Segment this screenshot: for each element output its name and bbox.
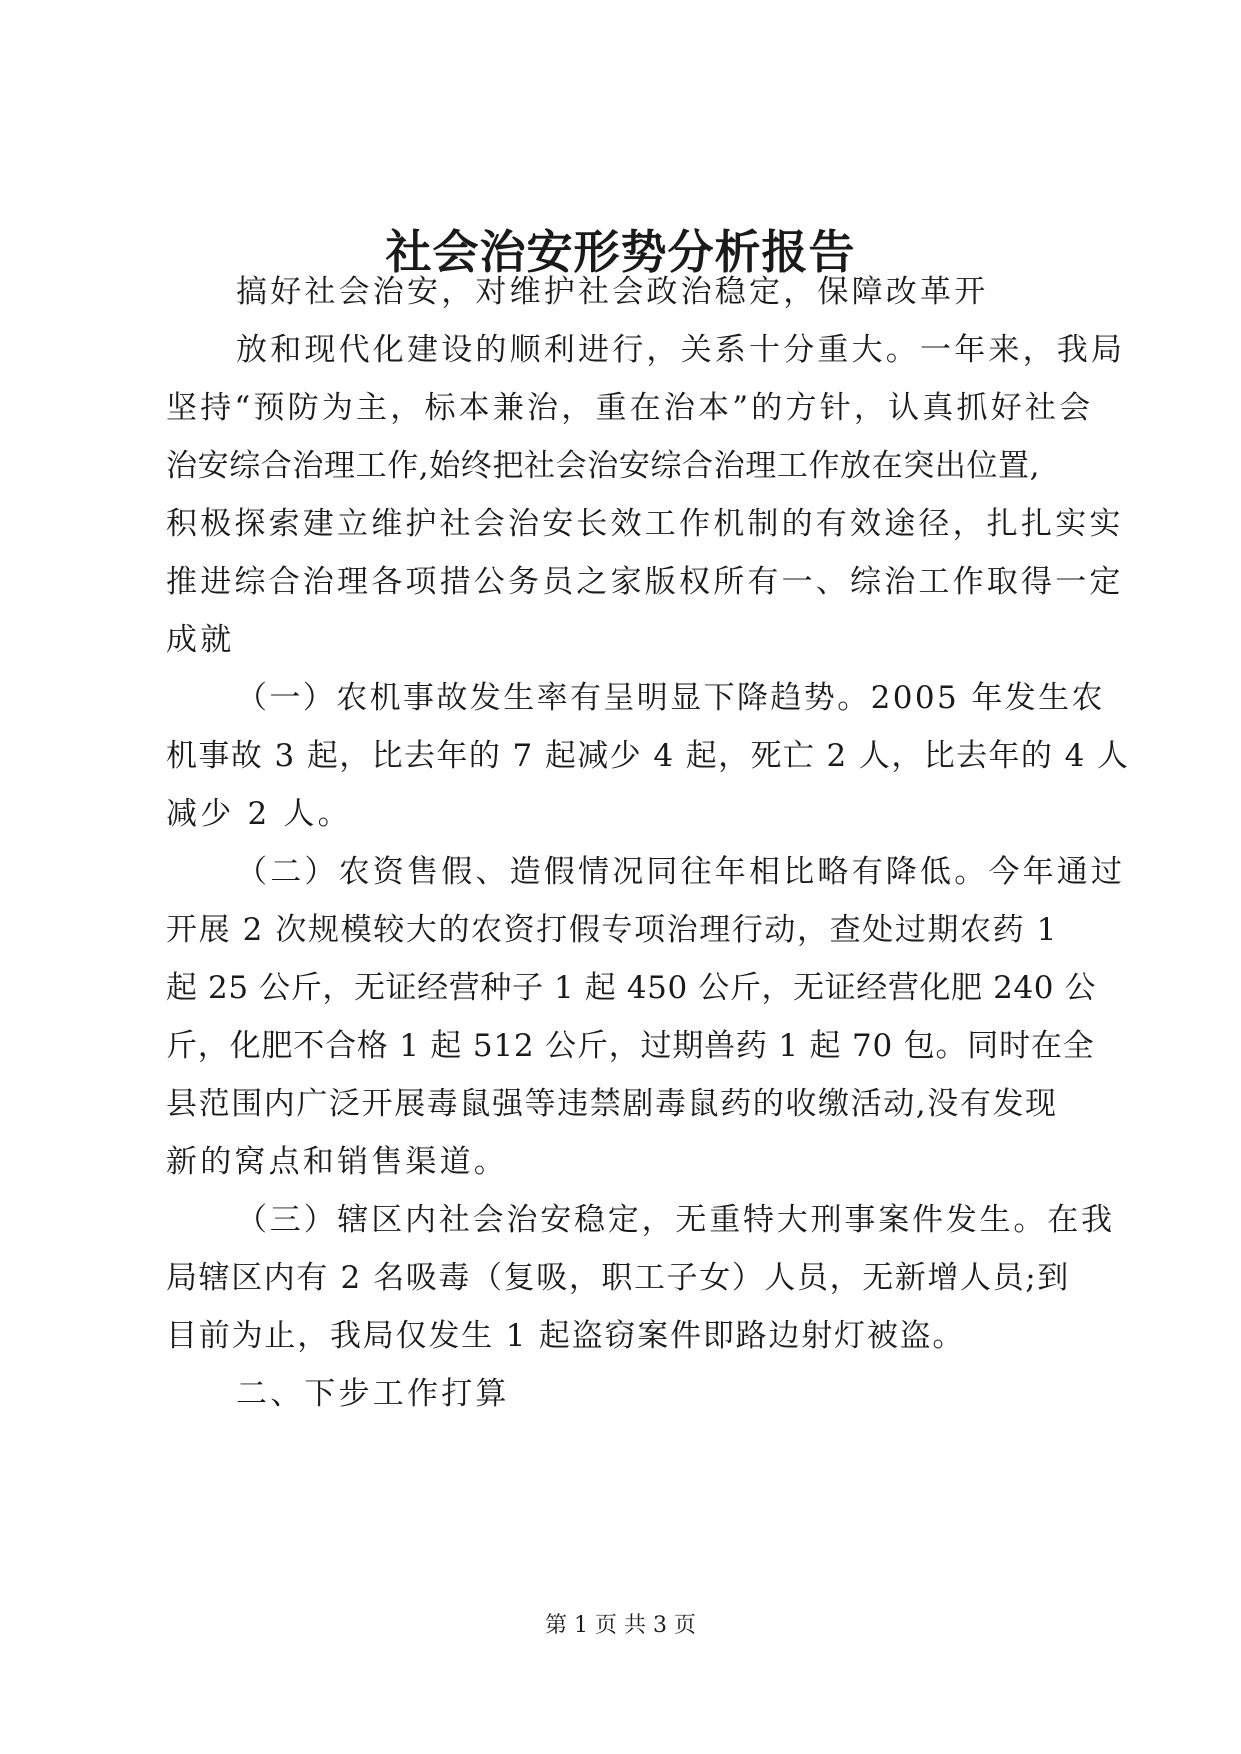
paragraph-line: 机事故 3 起，比去年的 7 起减少 4 起，死亡 2 人，比去年的 4 人 (166, 738, 1130, 774)
section-heading: 二、下步工作打算 (236, 1376, 510, 1412)
paragraph-line: 起 25 公斤，无证经营种子 1 起 450 公斤，无证经营化肥 240 公 (166, 970, 1097, 1006)
paragraph-line: 积极探索建立维护社会治安长效工作机制的有效途径，扎扎实实 (166, 506, 1124, 542)
paragraph-line: 推进综合治理各项措公务员之家版权所有一、综治工作取得一定 (166, 564, 1124, 600)
paragraph-line: 搞好社会治安，对维护社会政治稳定，保障改革开 (236, 274, 989, 310)
paragraph-line: 治安综合治理工作,始终把社会治安综合治理工作放在突出位置, (166, 448, 1041, 484)
paragraph-line: 新的窝点和销售渠道。 (166, 1144, 508, 1180)
paragraph-line: 放和现代化建设的顺利进行，关系十分重大。一年来，我局 (236, 332, 1126, 368)
paragraph-line: 减少 2 人。 (166, 796, 352, 832)
paragraph-line: 成就 (166, 622, 235, 658)
paragraph-line: 开展 2 次规模较大的农资打假专项治理行动，查处过期农药 1 (166, 912, 1059, 948)
document-title: 社会治安形势分析报告 (385, 225, 856, 279)
paragraph-line: 斤，化肥不合格 1 起 512 公斤，过期兽药 1 起 70 包。同时在全 (166, 1028, 1095, 1064)
page-indicator: 第 1 页 共 3 页 (545, 1613, 696, 1638)
paragraph-line: 局辖区内有 2 名吸毒（复吸，职工子女）人员，无新增人员;到 (166, 1260, 1070, 1296)
paragraph-line: 县范围内广泛开展毒鼠强等违禁剧毒鼠药的收缴活动,没有发现 (166, 1086, 1058, 1122)
paragraph-line: 坚持“预防为主，标本兼治，重在治本”的方针，认真抓好社会 (166, 390, 1094, 426)
paragraph-line: 目前为止，我局仅发生 1 起盗窃案件即路边射灯被盗。 (166, 1318, 966, 1354)
paragraph-line: （三）辖区内社会治安稳定，无重特大刑事案件发生。在我 (236, 1202, 1115, 1238)
paragraph-line: （一）农机事故发生率有呈明显下降趋势。2005 年发生农 (236, 680, 1105, 716)
paragraph-line: （二）农资售假、造假情况同往年相比略有降低。今年通过 (236, 854, 1126, 890)
